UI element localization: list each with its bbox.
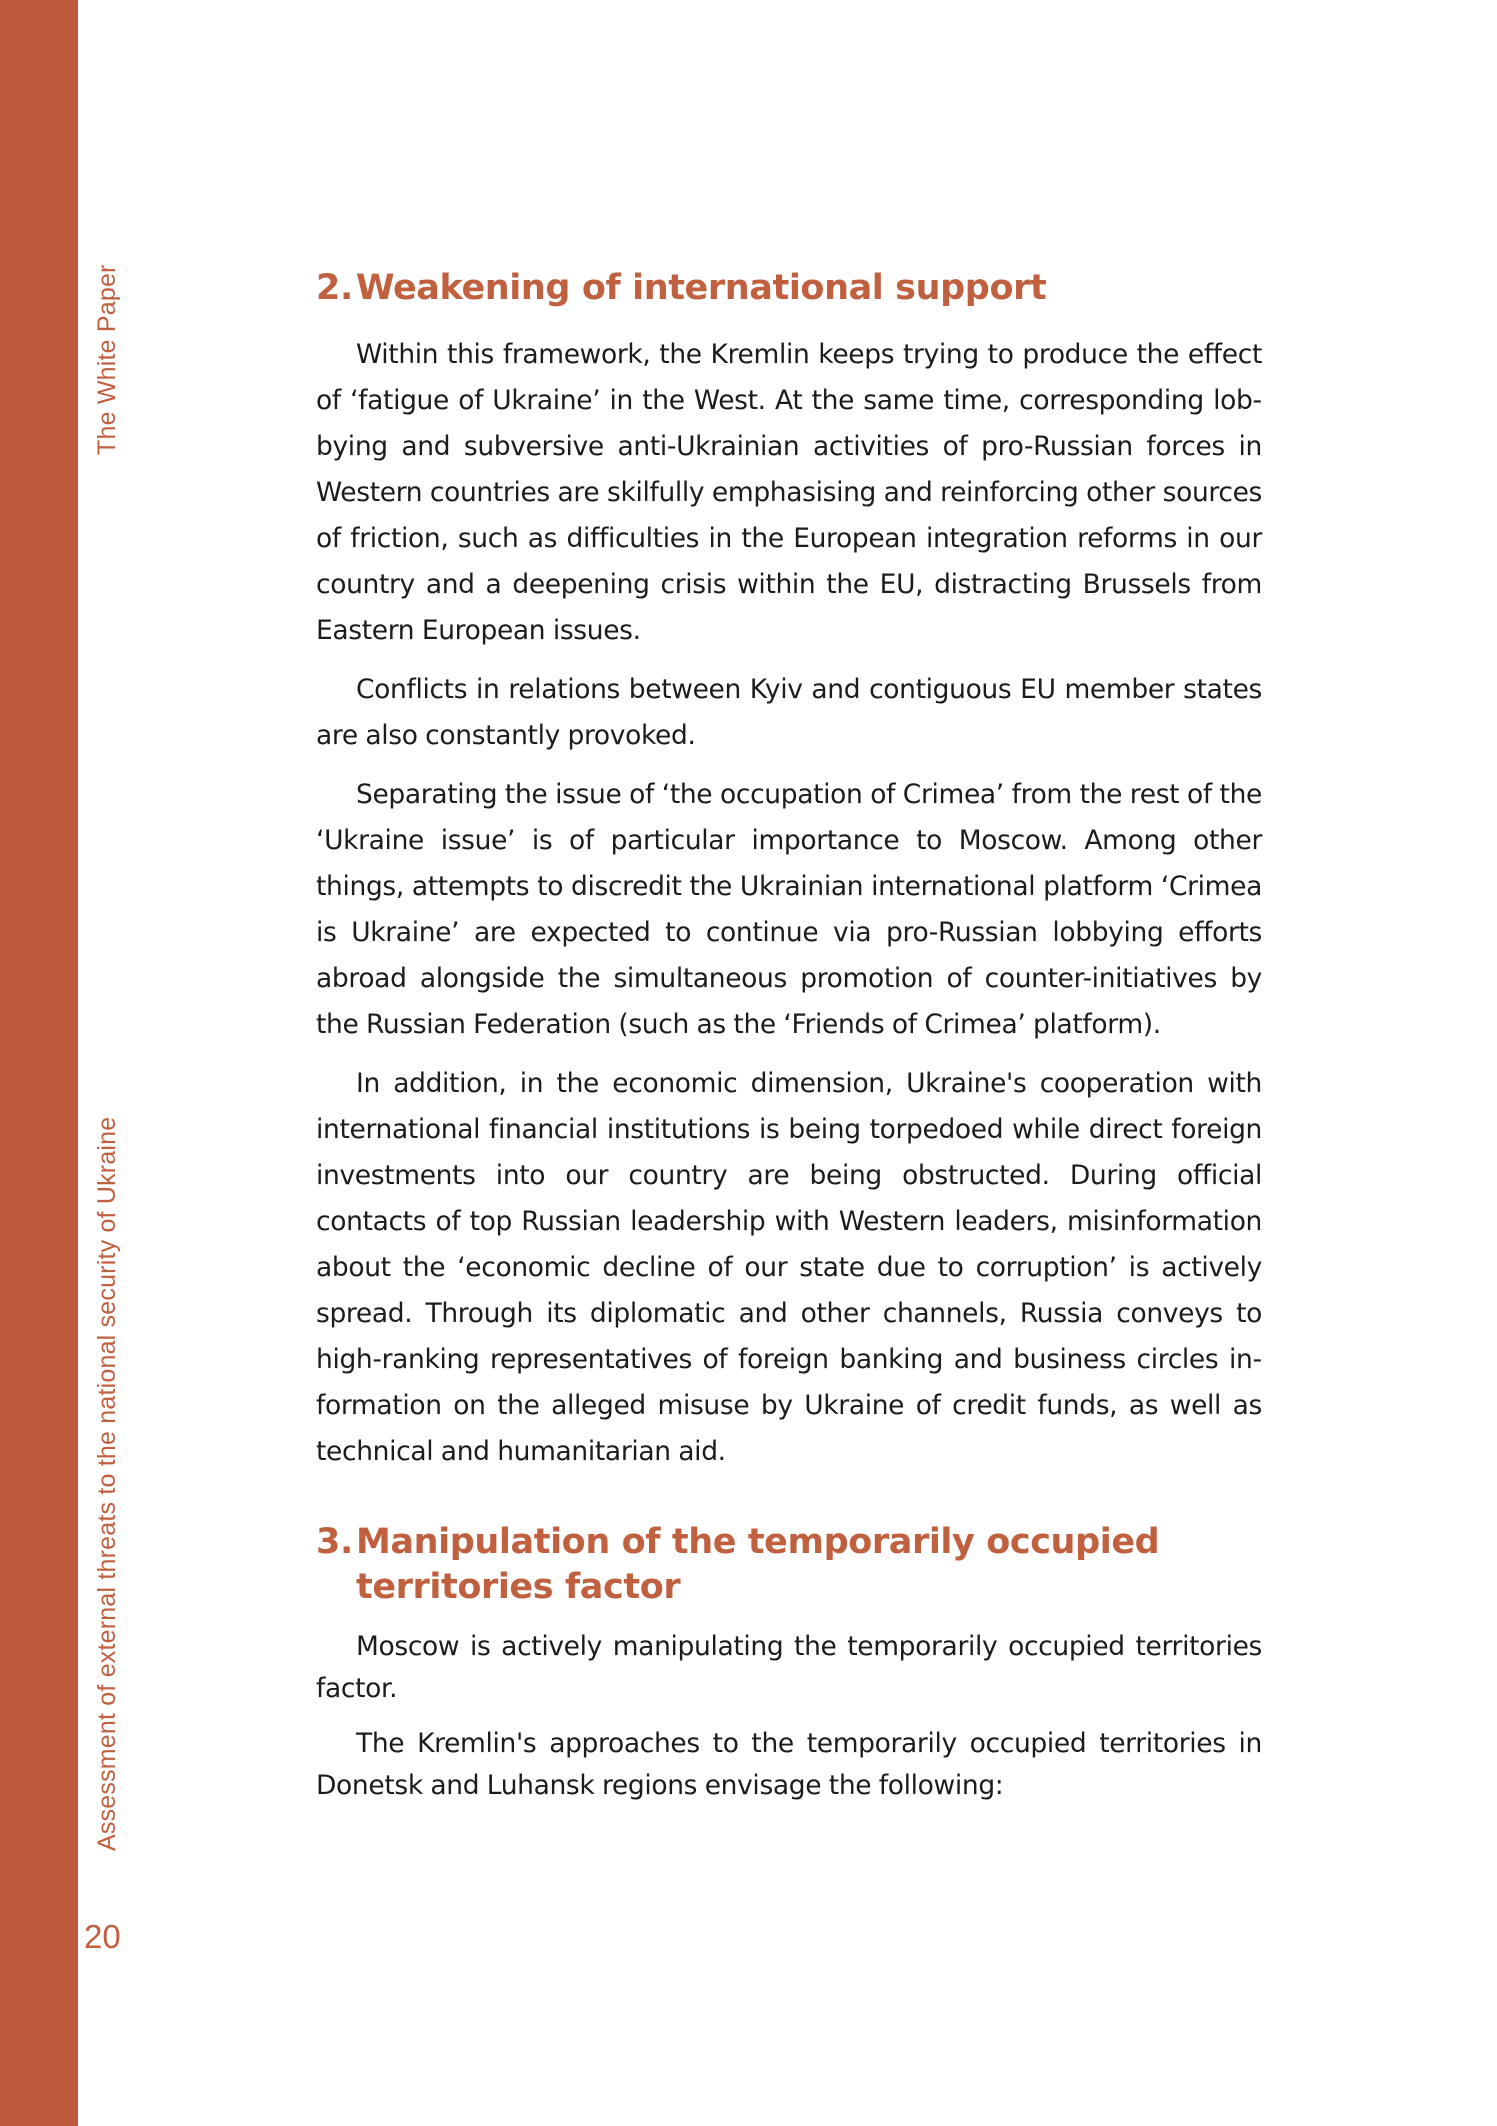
section-2-title: Weakening of international support — [356, 268, 1047, 308]
section-2-number: 2. — [316, 268, 353, 308]
section-running-title: Assessment of external threats to the national security of Ukraine — [93, 1116, 121, 1851]
paragraph: Moscow is actively manipulating the temporarily occupied territories factor. — [316, 1631, 1262, 1704]
paragraph: Separating the issue of ‘the occupation of Crimea’ from the rest of the ‘Ukraine issue’ is of particular importance to Moscow. Among other things, attempts to discredit the Ukrainian international platform ‘Crimea is Ukraine’ are expected to continue via pro-Russian lobbying efforts abroad alongside the simultaneous promotion of counter-initiatives by the Russian Federation (such as the ‘Friends of Crimea’ platform). — [316, 779, 1262, 1040]
paragraph: Conflicts in relations between Kyiv and contiguous EU member states are also constantly provoked. — [316, 674, 1262, 751]
running-title: The White Paper — [93, 264, 121, 455]
section-2-heading — [316, 266, 1262, 311]
paragraph: The Kremlin's approaches to the temporarily occupied territories in Donetsk and Luhansk regions envisage the following: — [316, 1728, 1262, 1801]
paragraph: In addition, in the economic dimension, Ukraine's cooperation with international financial institutions is being torpedoed while direct foreign investments into our country are being obstructed. During official contacts of top Russian leadership with Western leaders, misinformation about the ‘economic decline of our state due to corruption’ is actively spread. Through its diplomatic and other channels, Russia conveys to high-ranking representatives of foreign banking and business circles information on the alleged misuse by Ukraine of credit funds, as well as technical and humanitarian aid. — [316, 1068, 1262, 1467]
section-3-title: Manipulation of the temporarily occupied territories factor — [356, 1522, 1160, 1607]
page-number: 20 — [84, 1918, 121, 1955]
section-3-heading — [316, 1520, 1262, 1610]
sidebar-band — [0, 0, 78, 2126]
section-3-number: 3. — [316, 1522, 353, 1562]
paragraph: Within this framework, the Kremlin keeps trying to produce the effect of ‘fatigue of Ukraine’ in the West. At the same time, corresponding lobbying and subversive anti-Ukrainian activities of pro-Russian forces in Western countries are skilfully emphasising and reinforcing other sources of friction, such as difficulties in the European integration reforms in our country and a deepening crisis within the EU, distracting Brussels from Eastern European issues. — [316, 339, 1262, 646]
page-body — [316, 266, 1262, 1820]
